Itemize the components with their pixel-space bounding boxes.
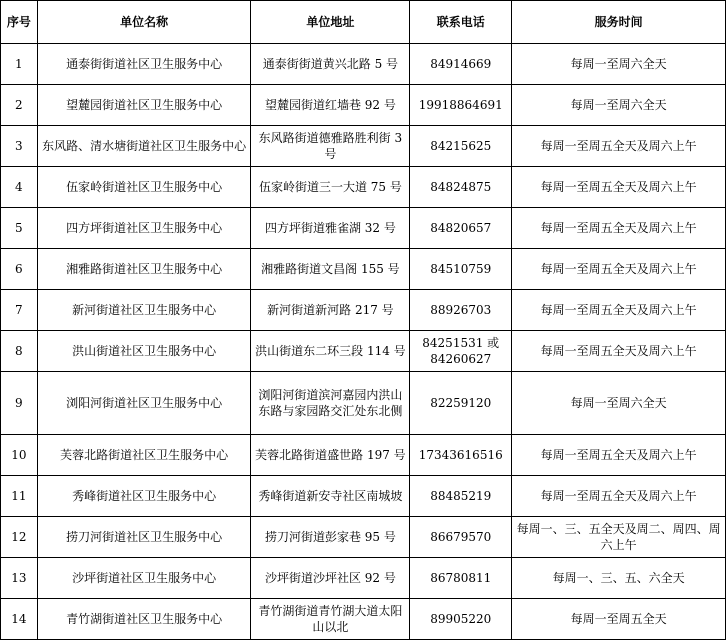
cell-name: 伍家岭街道社区卫生服务中心	[37, 167, 251, 208]
cell-hours: 每周一至周五全天	[512, 599, 726, 640]
cell-hours: 每周一至周六全天	[512, 44, 726, 85]
cell-name: 沙坪街道社区卫生服务中心	[37, 558, 251, 599]
cell-name: 四方坪街道社区卫生服务中心	[37, 208, 251, 249]
cell-phone: 84251531 或 84260627	[410, 331, 512, 372]
cell-hours: 每周一至周五全天及周六上午	[512, 435, 726, 476]
cell-address: 秀峰街道新安寺社区南城坡	[251, 476, 410, 517]
cell-phone: 17343616516	[410, 435, 512, 476]
cell-phone: 88926703	[410, 290, 512, 331]
cell-name: 浏阳河街道社区卫生服务中心	[37, 372, 251, 435]
cell-address: 芙蓉北路街道盛世路 197 号	[251, 435, 410, 476]
cell-address: 浏阳河街道滨河嘉园内洪山东路与家园路交汇处东北侧	[251, 372, 410, 435]
cell-phone: 86780811	[410, 558, 512, 599]
cell-address: 沙坪街道沙坪社区 92 号	[251, 558, 410, 599]
cell-hours: 每周一至周五全天及周六上午	[512, 126, 726, 167]
cell-no: 13	[1, 558, 38, 599]
cell-hours: 每周一至周五全天及周六上午	[512, 208, 726, 249]
table-row	[1, 85, 726, 126]
header-row	[1, 1, 726, 44]
table-row	[1, 44, 726, 85]
cell-address: 湘雅路街道文昌阁 155 号	[251, 249, 410, 290]
cell-no: 9	[1, 372, 38, 435]
table-row	[1, 290, 726, 331]
cell-phone: 84914669	[410, 44, 512, 85]
table-row	[1, 517, 726, 558]
cell-phone: 19918864691	[410, 85, 512, 126]
header-hours: 服务时间	[512, 1, 726, 44]
cell-no: 3	[1, 126, 38, 167]
cell-hours: 每周一至周五全天及周六上午	[512, 167, 726, 208]
cell-hours: 每周一至周五全天及周六上午	[512, 290, 726, 331]
table-row	[1, 167, 726, 208]
cell-phone: 82259120	[410, 372, 512, 435]
cell-no: 6	[1, 249, 38, 290]
cell-name: 青竹湖街道社区卫生服务中心	[37, 599, 251, 640]
cell-phone: 86679570	[410, 517, 512, 558]
cell-no: 1	[1, 44, 38, 85]
cell-address: 东风路街道德雅路胜利街 3 号	[251, 126, 410, 167]
cell-address: 通泰街街道黄兴北路 5 号	[251, 44, 410, 85]
cell-no: 11	[1, 476, 38, 517]
cell-hours: 每周一至周六全天	[512, 372, 726, 435]
cell-address: 捞刀河街道彭家巷 95 号	[251, 517, 410, 558]
table-row	[1, 372, 726, 435]
table-row	[1, 208, 726, 249]
cell-hours: 每周一至周五全天及周六上午	[512, 476, 726, 517]
cell-no: 4	[1, 167, 38, 208]
table-row	[1, 331, 726, 372]
cell-address: 新河街道新河路 217 号	[251, 290, 410, 331]
cell-phone: 84820657	[410, 208, 512, 249]
cell-address: 青竹湖街道青竹湖大道太阳山以北	[251, 599, 410, 640]
cell-no: 7	[1, 290, 38, 331]
header-address: 单位地址	[251, 1, 410, 44]
cell-no: 10	[1, 435, 38, 476]
header-no: 序号	[1, 1, 38, 44]
cell-hours: 每周一至周五全天及周六上午	[512, 249, 726, 290]
cell-hours: 每周一至周五全天及周六上午	[512, 331, 726, 372]
cell-address: 伍家岭街道三一大道 75 号	[251, 167, 410, 208]
cell-phone: 88485219	[410, 476, 512, 517]
cell-no: 2	[1, 85, 38, 126]
header-phone: 联系电话	[410, 1, 512, 44]
cell-name: 东风路、清水塘街道社区卫生服务中心	[37, 126, 251, 167]
cell-address: 洪山街道东二环三段 114 号	[251, 331, 410, 372]
cell-no: 5	[1, 208, 38, 249]
cell-phone: 84824875	[410, 167, 512, 208]
cell-name: 洪山街道社区卫生服务中心	[37, 331, 251, 372]
cell-no: 14	[1, 599, 38, 640]
cell-phone: 84510759	[410, 249, 512, 290]
table-row	[1, 249, 726, 290]
cell-hours: 每周一、三、五、六全天	[512, 558, 726, 599]
header-name: 单位名称	[37, 1, 251, 44]
cell-phone: 89905220	[410, 599, 512, 640]
cell-name: 新河街道社区卫生服务中心	[37, 290, 251, 331]
cell-hours: 每周一至周六全天	[512, 85, 726, 126]
cell-name: 湘雅路街道社区卫生服务中心	[37, 249, 251, 290]
cell-address: 四方坪街道雅雀湖 32 号	[251, 208, 410, 249]
table-row	[1, 599, 726, 640]
cell-address: 望麓园街道红墙巷 92 号	[251, 85, 410, 126]
table-row	[1, 126, 726, 167]
cell-hours: 每周一、三、五全天及周二、周四、周六上午	[512, 517, 726, 558]
cell-name: 捞刀河街道社区卫生服务中心	[37, 517, 251, 558]
cell-phone: 84215625	[410, 126, 512, 167]
cell-name: 秀峰街道社区卫生服务中心	[37, 476, 251, 517]
cell-name: 通泰街街道社区卫生服务中心	[37, 44, 251, 85]
table-row	[1, 435, 726, 476]
cell-name: 芙蓉北路街道社区卫生服务中心	[37, 435, 251, 476]
cell-no: 8	[1, 331, 38, 372]
table-row	[1, 558, 726, 599]
table-row	[1, 476, 726, 517]
cell-name: 望麓园街道社区卫生服务中心	[37, 85, 251, 126]
cell-no: 12	[1, 517, 38, 558]
